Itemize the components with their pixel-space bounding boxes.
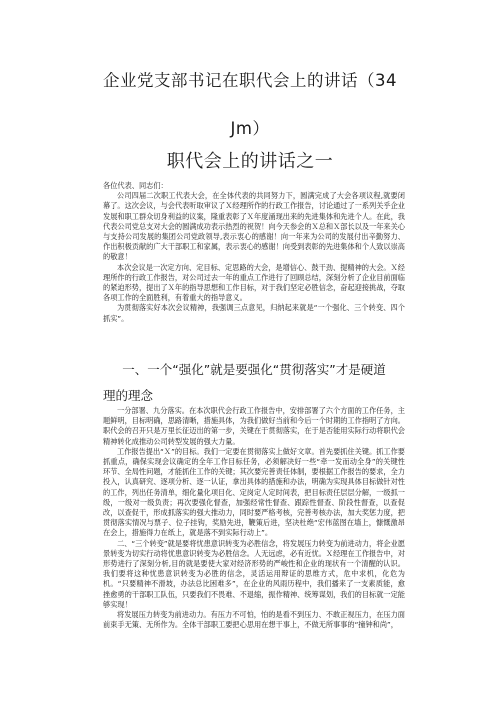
section-heading-cont: 理的理念 bbox=[103, 388, 154, 403]
body-section-2 bbox=[103, 406, 405, 630]
doc-title-line1: 企业党支部书记在职代会上的讲话（34 bbox=[103, 71, 397, 90]
greeting: 各位代表、同志们： bbox=[103, 181, 168, 190]
body-section-1 bbox=[103, 181, 405, 324]
paragraph: 本次会议是一次定方向、定目标、定思路的大会，是增信心、鼓干劲、提精神的大会。Ｘ经理所作的行政工作报告，对公司过去一年的重点工作进行了回顾总结，深刻分析了企业目前面临的紧迫形势，提出了Ｘ年的指导思想和工作目标，对于我们坚定必胜信念，奋起迎接挑战，夺取各项工作的全面胜利，有着重大的指导意义。 bbox=[103, 262, 405, 303]
paragraph: 公司四届二次职工代表大会，在全体代表的共同努力下，圆满完成了大会各项议程,就要闭幕了。这次会议，与会代表听取审议了Ｘ经理所作的行政工作报告，讨论通过了一系列关乎企业发展和职工群众切身利益的议案，隆重表彰了Ｘ年度涌现出来的先进集体和先进个人。在此，我代表公司党总支对大会的圆满成功表示热烈的祝贺！向今天参会的Ｘ总和Ｘ部长以及一年来关心与支持公司发展的集团公司党政领导,表示衷心的感谢！向一年来为公司的发展付出辛勤努力、作出积极贡献的广大干部职工和家属，表示衷心的感谢！向受到表彰的先进集体和个人致以崇高的敬意！ bbox=[103, 191, 405, 262]
doc-subtitle: 职代会上的讲话之一 bbox=[166, 151, 334, 172]
section-heading: 一、一个“强化”就是要强化“贯彻落实”才是硬道 bbox=[122, 362, 386, 377]
paragraph: 二、“三个转变”就是要将忧患意识转变为必胜信念，将发展压力转变为前进动力，将企业愿景转变为切实行动将忧患意识转变为必胜信念。人无远虑，必有近忧。Ｘ经理在工作报告中，对形势进行了深刻分析,目的就是要使大家对经济形势的严峻性和企业的现状有一个清醒的认识。我们要将这种忧患意识转变为必胜的信念，灵活运用辩证的思维方式，危中求机，化危为机。“只要精神不滑坡，办法总比困难多”，在企业的风雨历程中，我们播来了一支素质能，愈挫愈勇的干部职工队伍，只要我们不畏难、不退缩，振作精神、统筹谋划，我们的目标就一定能够实现！ bbox=[103, 538, 405, 609]
paragraph: 工作报告提出“Ｘ”的目标。我们一定要在贯彻落实上做好文章。首先要抓住关键。抓工作要抓重点，确保实现会议确定的全年工作目标任务，必须解决好一些“牵一发而动全身”的关键性环节、全局性问题，才能抓住工作的关键；其次要完善责任体制，要根据工作报告的要求，全力投入，认真研究、逐项分析、逐一认证，拿出具体的措施和办法，明确为实现具体目标做针对性的工作，列出任务清单，细化量化项目化、定岗定人定时间表，把目标责任层层分解，一级抓一级，一级对一级负责；再次要强化督查，加强经常性督查、跟踪性督查、阶段性督查，以查促改，以查促干，形成抓落实的强大推动力，同时要严格考核，完善考核办法，加大奖惩力度，把贯彻落实情况与票子、位子挂钩，奖励先进，鞭策后进，坚决杜绝“宏伟蓝图在墙上，慷慨激昂在会上，措施得力在纸上，就是落不到实际行动上”。 bbox=[103, 446, 405, 538]
paragraph: 将发展压力转变为前进动力。有压力不可怕，怕的是看不到压力、不敢正视压力，在压力面前束手无策、无所作为。全体干部职工要把心思用在想干事上，不做无所事事的“撞钟和尚”， bbox=[103, 610, 405, 630]
doc-title-line2: Jm） bbox=[230, 119, 270, 138]
paragraph: 为贯彻落实好本次会议精神，我强调三点意见，归纳起来就是“一个强化、三个转变、四个抓实”。 bbox=[103, 303, 405, 323]
paragraph: 一分部署、九分落实。在本次职代会行政工作报告中，安排部署了六个方面的工作任务，主题鲜明，目标明确，思路清晰，措施具体，为我们做好当前和今后一个时期的工作指明了方向。职代会的召开只是万里长征迈出的第一步，关键在于贯彻落实，在于是否能用实际行动将职代会精神转化成推动公司转型发展的强大力量。 bbox=[103, 406, 405, 446]
